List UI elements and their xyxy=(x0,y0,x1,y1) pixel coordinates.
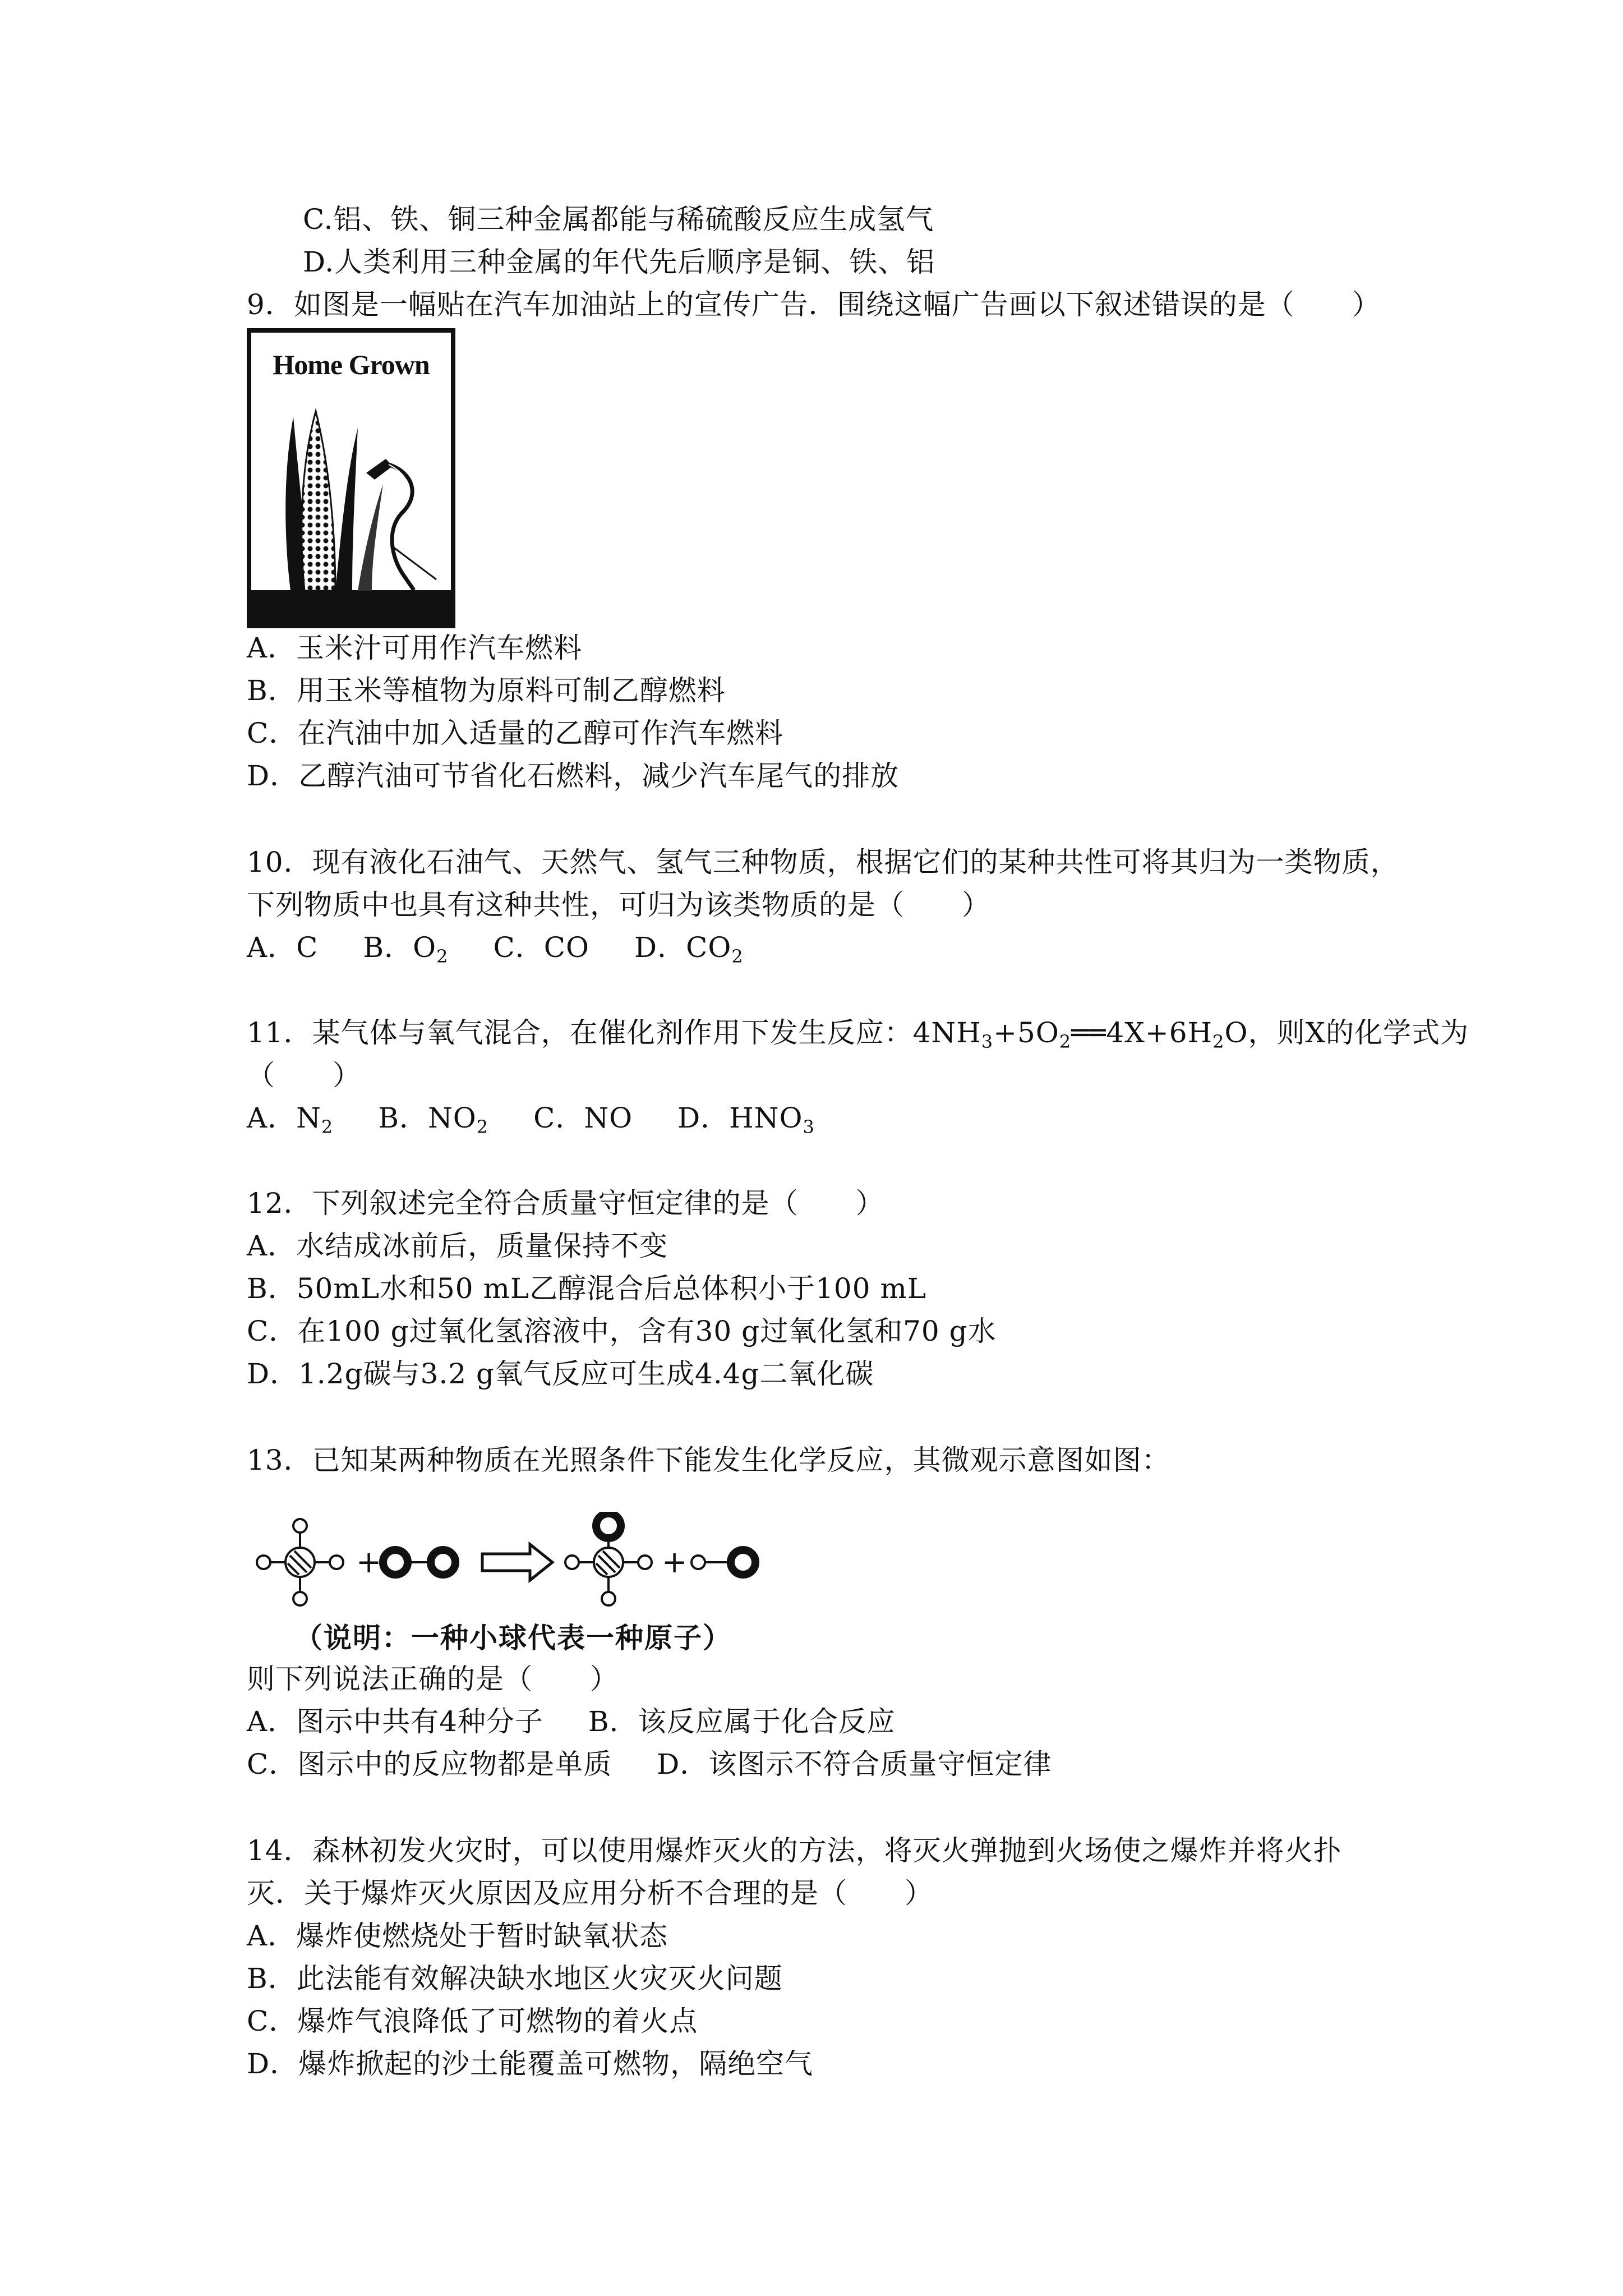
reactant-molecule-2 xyxy=(383,1550,455,1575)
q10-stem-line2: 下列物质中也具有这种共性，可归为该类物质的是（ ） xyxy=(247,889,990,921)
q9-poster-image xyxy=(247,328,455,628)
q12-stem: 12．下列叙述完全符合质量守恒定律的是（ ） xyxy=(247,1187,884,1220)
product-molecule-2 xyxy=(691,1550,755,1575)
q14-option-d: D．爆炸掀起的沙土能覆盖可燃物，隔绝空气 xyxy=(247,2047,814,2080)
q13-options-row1 xyxy=(247,1704,896,1739)
q11-options xyxy=(247,1101,815,1138)
q13-option-a: A．图示中共有4种分子 xyxy=(247,1705,543,1738)
q13-diagram-caption: （说明：一种小球代表一种原子） xyxy=(294,1622,732,1654)
q14-stem-line2: 灭．关于爆炸灭火原因及应用分析不合理的是（ ） xyxy=(247,1877,933,1910)
q12-option-b: B．50mL水和50 mL乙醇混合后总体积小于100 mL xyxy=(247,1272,927,1305)
q11-option-a: A．$N_2$ xyxy=(247,1102,334,1138)
corn-pump-illustration xyxy=(251,333,451,624)
q12-option-d: D．1.2g碳与3.2 g氧气反应可生成4.4g二氧化碳 xyxy=(247,1358,874,1390)
q14-option-b: B．此法能有效解决缺水地区火灾灭火问题 xyxy=(247,1962,783,1995)
q10-stem-line1: 10．现有液化石油气、天然气、氢气三种物质，根据它们的某种共性可将其归为一类物质， xyxy=(247,846,1399,878)
q13-reaction-diagram xyxy=(247,1512,796,1613)
q8-option-c: C.铝、铁、铜三种金属都能与稀硫酸反应生成氢气 xyxy=(303,203,934,236)
q13-options-row2 xyxy=(247,1747,1052,1782)
q10-option-a: A．C xyxy=(247,931,319,964)
q14-stem-line1: 14．森林初发火灾时，可以使用爆炸灭火的方法，将灭火弹抛到火场使之爆炸并将火扑 xyxy=(247,1834,1342,1867)
q9-option-b: B．用玉米等植物为原料可制乙醇燃料 xyxy=(247,674,726,707)
q11-stem-line2: （ ） xyxy=(247,1059,361,1092)
q13-stem: 13．已知某两种物质在光照条件下能发生化学反应，其微观示意图如图： xyxy=(247,1444,1170,1476)
q11-option-b: B．$NO_2$ xyxy=(378,1102,489,1138)
q9-stem: 9．如图是一幅贴在汽车加油站上的宣传广告．围绕这幅广告画以下叙述错误的是（ ） xyxy=(247,288,1381,321)
q14-option-a: A．爆炸使燃烧处于暂时缺氧状态 xyxy=(247,1920,668,1952)
q8-option-d: D.人类利用三种金属的年代先后顺序是铜、铁、铝 xyxy=(303,246,935,278)
q9-option-d: D．乙醇汽油可节省化石燃料，减少汽车尾气的排放 xyxy=(247,760,900,792)
reactant-molecule-1 xyxy=(257,1519,343,1605)
product-molecule-1 xyxy=(565,1513,652,1605)
q9-option-a: A．玉米汁可用作汽车燃料 xyxy=(247,632,583,664)
q9-option-c: C．在汽油中加入适量的乙醇可作汽车燃料 xyxy=(247,717,784,749)
svg-text:+: + xyxy=(662,1544,688,1580)
q10-option-c: C．CO xyxy=(493,931,589,964)
q13-option-c: C．图示中的反应物都是单质 xyxy=(247,1748,612,1780)
q13-question: 则下列说法正确的是（ ） xyxy=(247,1663,619,1695)
q13-option-d: D．该图示不符合质量守恒定律 xyxy=(657,1748,1052,1780)
q12-option-a: A．水结成冰前后，质量保持不变 xyxy=(247,1230,668,1262)
q12-option-c: C．在100 g过氧化氢溶液中，含有30 g过氧化氢和70 g水 xyxy=(247,1315,997,1347)
svg-text:+: + xyxy=(356,1544,382,1580)
poster-title: Home Grown xyxy=(273,349,430,380)
q14-option-c: C．爆炸气浪降低了可燃物的着火点 xyxy=(247,2005,698,2037)
q10-option-b: B．$O_2$ xyxy=(363,931,449,967)
q13-option-b: B．该反应属于化合反应 xyxy=(588,1705,896,1738)
q10-option-d: D．$CO_2$ xyxy=(634,931,744,967)
q11-stem-line1: 11．某气体与氧气混合，在催化剂作用下发生反应：$4NH_3+5O_2══4X+6H_2O$，则X的化学式为 xyxy=(247,1016,1469,1052)
q10-options xyxy=(247,930,744,965)
q11-option-c: C．NO xyxy=(533,1102,633,1134)
reaction-arrow xyxy=(482,1544,552,1580)
q11-option-d: D．$HNO_3$ xyxy=(677,1102,815,1138)
